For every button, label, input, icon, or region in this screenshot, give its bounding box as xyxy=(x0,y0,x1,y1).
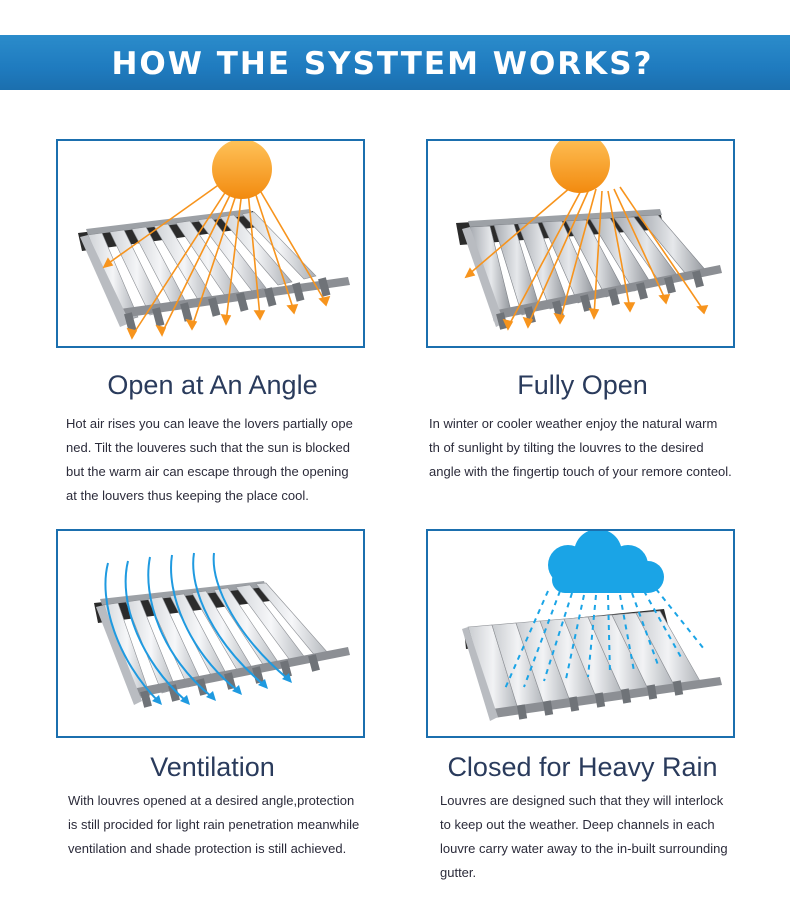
illustration-closed-rain xyxy=(426,529,735,738)
description-line: is still procided for light rain penetration meanwhile xyxy=(68,817,360,832)
section-title-fully-open: Fully Open xyxy=(517,370,648,400)
illustration-fully-open xyxy=(426,139,735,348)
section-description-fully-open xyxy=(429,412,732,484)
rain-cloud-icon xyxy=(548,531,664,593)
description-line: but the warm air can escape through the opening xyxy=(66,464,349,479)
louvre-open-illustration xyxy=(428,141,733,346)
description-line: In winter or cooler weather enjoy the natural warm xyxy=(429,416,718,431)
description-line: Louvres are designed such that they will interlock xyxy=(440,793,724,808)
page-title: HOW THE SYSTTEM WORKS? xyxy=(111,45,654,82)
description-line: Hot air rises you can leave the lovers partially ope xyxy=(66,416,353,431)
description-line: to keep out the weather. Deep channels in each xyxy=(440,817,715,832)
description-line: louvre carry water away to the in-built surrounding xyxy=(440,841,728,856)
description-line: at the louvers thus keeping the place cool. xyxy=(66,488,309,503)
description-line: ventilation and shade protection is still achieved. xyxy=(68,841,347,856)
sun-icon xyxy=(550,141,610,193)
section-description-closed-rain xyxy=(440,789,728,885)
sun-icon xyxy=(212,141,272,199)
description-line: gutter. xyxy=(440,865,477,880)
section-title-ventilation: Ventilation xyxy=(150,752,275,782)
louvre-closed-illustration xyxy=(428,531,733,736)
page-header xyxy=(0,35,790,90)
section-description-open-angle xyxy=(66,412,353,508)
description-line: With louvres opened at a desired angle,protection xyxy=(68,793,355,808)
description-line: ned. Tilt the louveres such that the sun is blocked xyxy=(66,440,351,455)
description-line: angle with the fingertip touch of your remore conteol. xyxy=(429,464,732,479)
illustration-ventilation xyxy=(56,529,365,738)
louvre-ventilation-illustration xyxy=(58,531,363,736)
section-description-ventilation xyxy=(68,789,359,861)
louvre-angle-illustration xyxy=(58,141,363,346)
section-title-open-angle: Open at An Angle xyxy=(107,370,318,400)
section-title-closed-rain: Closed for Heavy Rain xyxy=(447,752,718,782)
illustration-open-at-angle xyxy=(56,139,365,348)
description-line: th of sunlight by tilting the louvres to the desired xyxy=(429,440,704,455)
